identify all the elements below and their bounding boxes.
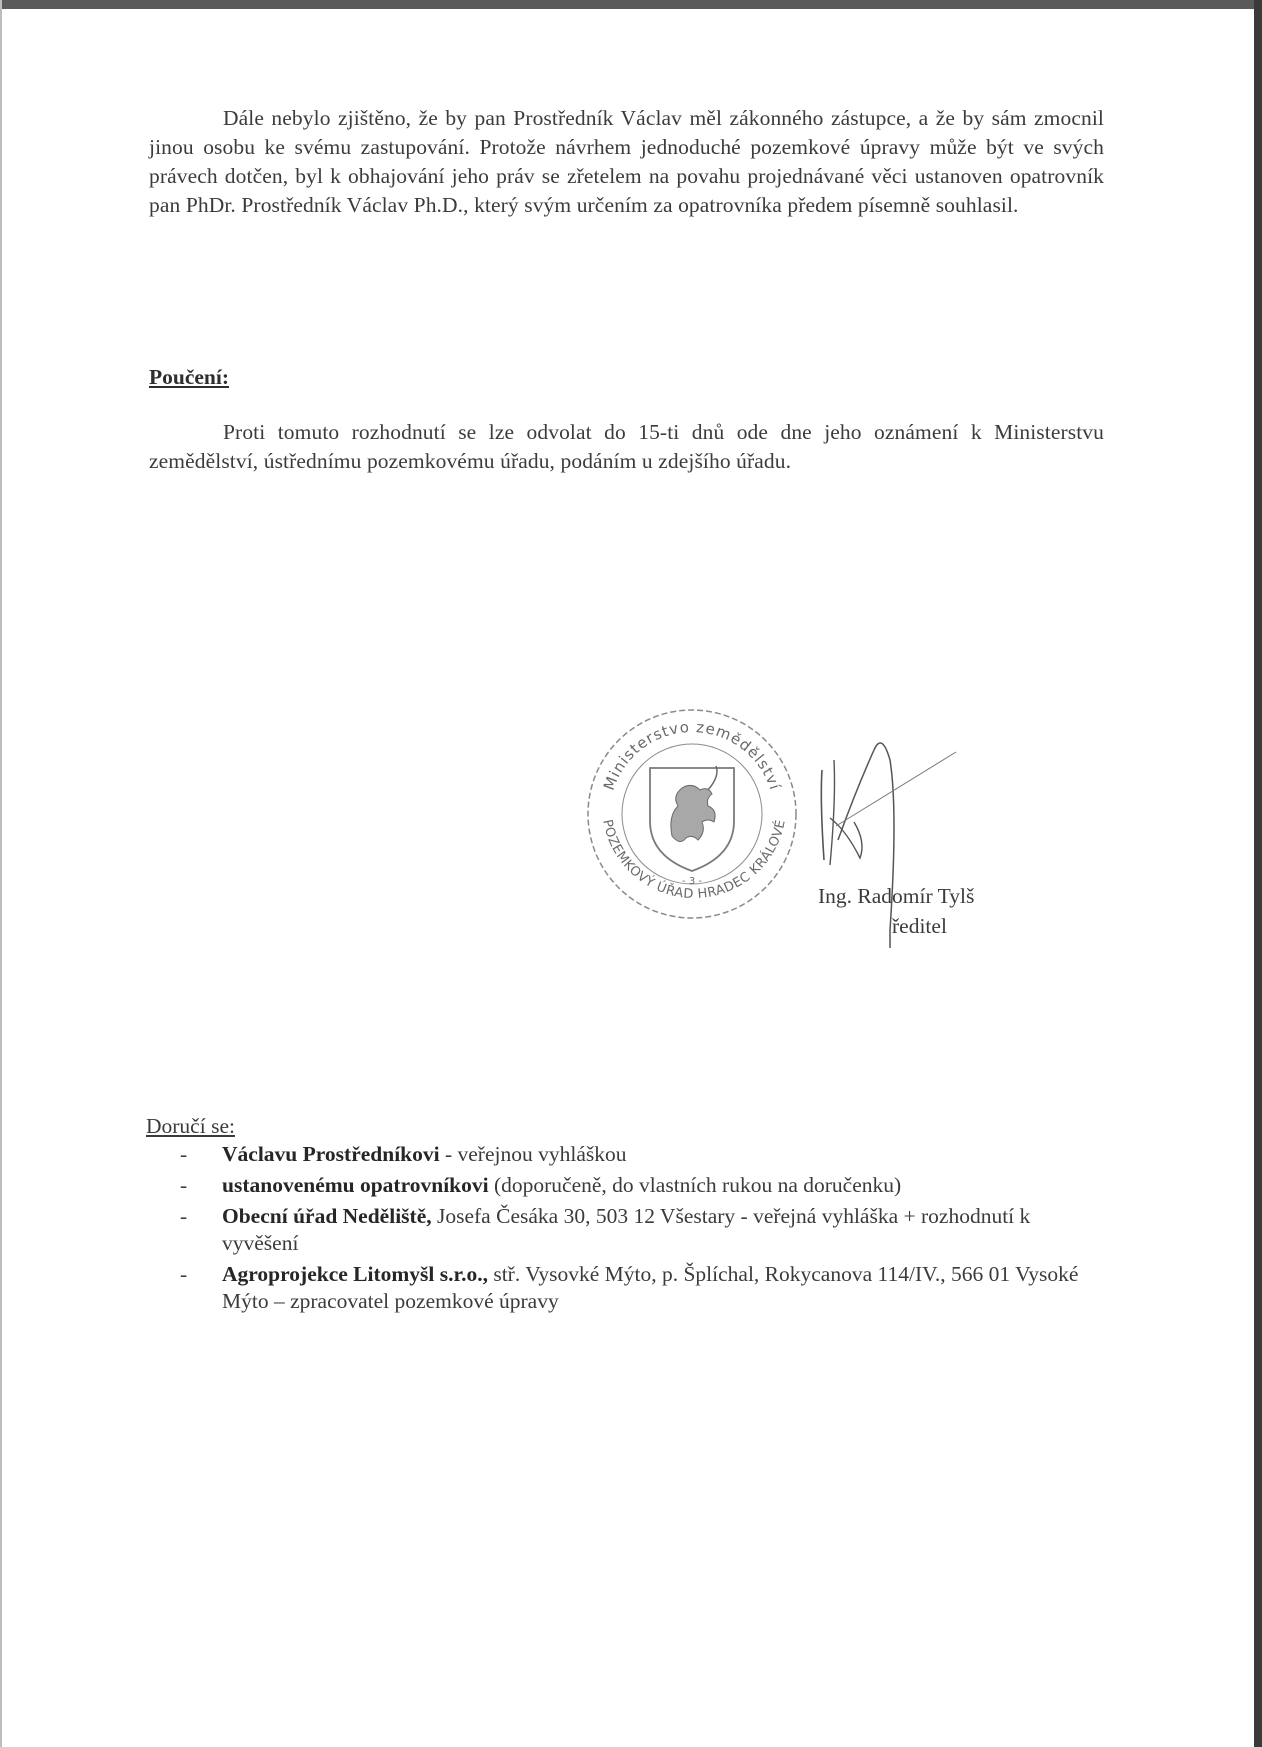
list-item: - Václavu Prostředníkovi - veřejnou vyhláškou — [180, 1142, 627, 1166]
scan-right-edge — [1254, 0, 1262, 1747]
svg-text:Ministerstvo zemědělství: Ministerstvo zemědělství — [599, 717, 785, 793]
recipient-name: ustanovenému opatrovníkovi — [222, 1173, 489, 1197]
recipient-note: Josefa Česáka 30, 503 12 Všestary - veřejná vyhláška + rozhodnutí k vyvěšení — [222, 1204, 1031, 1255]
recipient-note: (doporučeně, do vlastních rukou na doručenku) — [488, 1173, 902, 1197]
signer-role: ředitel — [892, 914, 947, 938]
recipient-name: Obecní úřad Neděliště, — [222, 1204, 432, 1228]
paragraph-guardian: Dále nebylo zjištěno, že by pan Prostředník Václav měl zákonného zástupce, a že by sám zmocnil jinou osobu ke svému zastupování. Protože návrhem jednoduché pozemkové úpravy může být ve svých právech dotčen, byl k obhajování jeho práv se zřetelem na povahu projednávané věci ustanoven opatrovník pan PhDr. Prostředník Václav Ph.D., který svým určením za opatrovníka předem písemně souhlasil. — [149, 106, 1104, 217]
recipient-note: stř. Vysovké Mýto, p. Šplíchal, Rokycanova 114/IV., 566 01 Vysoké Mýto – zpracovatel pozemkové úpravy — [222, 1262, 1079, 1313]
signer-name: Ing. Radomír Tylš — [818, 884, 975, 908]
recipient-name: Václavu Prostředníkovi — [222, 1142, 440, 1166]
list-item: - ustanovenému opatrovníkovi (doporučeně, do vlastních rukou na doručenku) — [180, 1173, 902, 1197]
svg-text:POZEMKOVÝ ÚŘAD HRADEC KRÁLOVÉ: POZEMKOVÝ ÚŘAD HRADEC KRÁLOVÉ — [599, 818, 789, 903]
recipient-name: Agroprojekce Litomyšl s.r.o., — [222, 1262, 488, 1286]
paragraph-appeal: Proti tomuto rozhodnutí se lze odvolat do 15-ti dnů ode dne jeho oznámení k Ministerstvu zemědělství, ústřednímu pozemkovému úřadu, podáním u zdejšího úřadu. — [149, 420, 1104, 473]
recipient-note: - veřejnou vyhláškou — [439, 1142, 627, 1166]
signer-block — [818, 881, 974, 941]
list-item: - Agroprojekce Litomyšl s.r.o., stř. Vysovké Mýto, p. Šplíchal, Rokycanova 114/IV., 566 01 Vysoké Mýto – zpracovatel pozemkové úpravy — [180, 1262, 1079, 1313]
scan-top-edge — [0, 0, 1262, 9]
delivery-title: Doručí se: — [146, 1114, 235, 1138]
official-stamp — [580, 706, 805, 923]
lion-coat-of-arms-icon — [650, 766, 734, 871]
scan-left-edge — [0, 0, 2, 1747]
delivery-list — [180, 1141, 1105, 1319]
list-item: - Obecní úřad Neděliště, Josefa Česáka 30, 503 12 Všestary - veřejná vyhláška + rozhodnutí k vyvěšení — [180, 1204, 1031, 1255]
instruction-heading: Poučení: — [149, 365, 230, 389]
svg-text:- 3 -: - 3 - — [682, 876, 702, 887]
